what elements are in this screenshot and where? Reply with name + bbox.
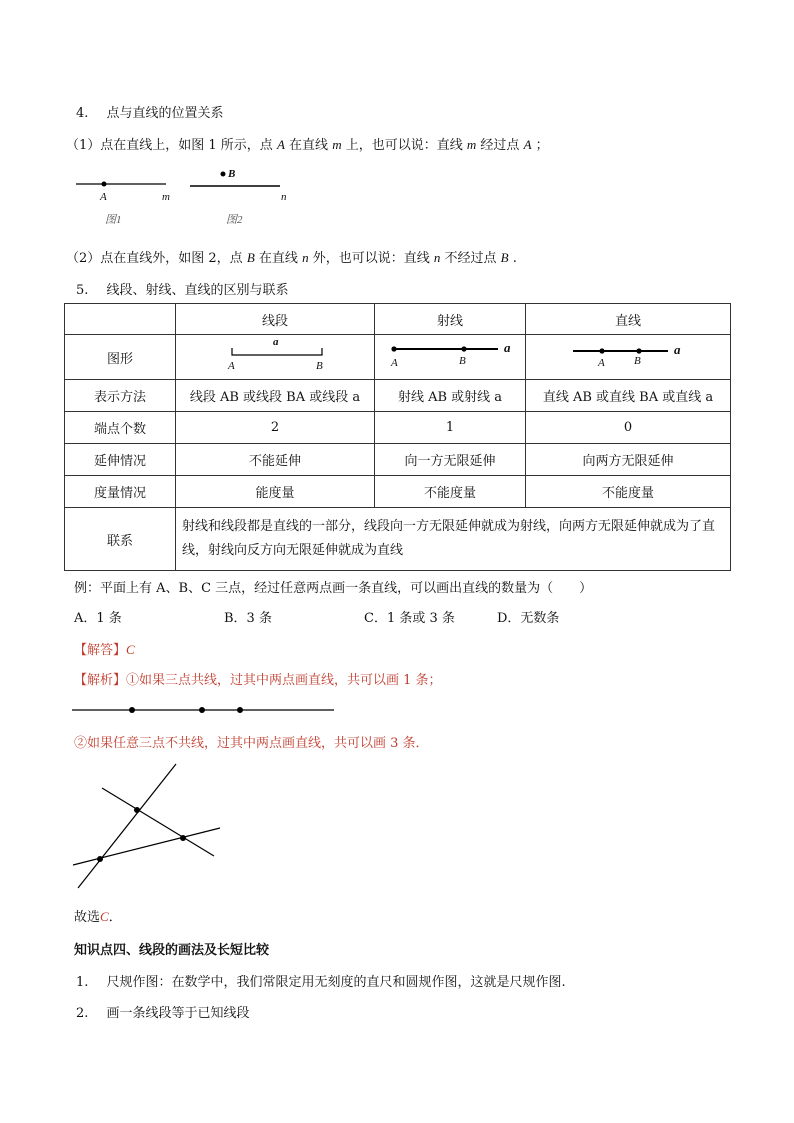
cell: 线段 AB 或线段 BA 或线段 a	[176, 380, 375, 412]
cell: 能度量	[176, 476, 375, 508]
collinear-point-3	[237, 707, 243, 713]
text: （1）点在直线上，如图 1 所示，点	[66, 138, 273, 153]
collinear-point-1	[129, 707, 135, 713]
point-B-label: B	[228, 168, 236, 180]
table-row	[65, 412, 731, 444]
cell: 直线 AB 或直线 BA 或直线 a	[526, 380, 731, 412]
line-label-A: A	[598, 357, 605, 369]
link-text-cell: 射线和线段都是直线的一部分，线段向一方无限延伸就成为射线，向两方无限延伸就成为了直线，射线向反方向无限延伸就成为直线	[176, 508, 731, 571]
section-title: 点与直线的位置关系	[106, 106, 224, 121]
text: ．	[108, 910, 122, 925]
option-d: D．无数条	[497, 611, 560, 626]
intersection-3	[180, 835, 186, 841]
option-b: B．3 条	[224, 611, 272, 626]
header-cell	[65, 304, 176, 335]
line-figure	[526, 335, 731, 379]
option-c: C．1 条或 3 条	[364, 611, 455, 626]
option-a: A．1 条	[74, 611, 122, 626]
segment-figure-cell	[176, 335, 375, 380]
line-label-a: a	[674, 342, 681, 357]
analysis-tag: 【解析】	[74, 673, 127, 688]
row-label: 延伸情况	[65, 444, 176, 476]
item-text: 画一条线段等于已知线段	[106, 1006, 250, 1021]
var: n	[302, 250, 309, 265]
cell: 2	[176, 412, 375, 444]
ray-label-A: A	[391, 357, 398, 369]
var: n	[433, 250, 441, 265]
var: B	[500, 250, 509, 265]
table-row	[65, 380, 731, 412]
paragraph-on-line	[66, 134, 549, 153]
line-point-A	[599, 348, 604, 353]
text: 外，也可以说：直线	[312, 251, 430, 266]
header-cell: 射线	[375, 304, 526, 335]
ray-label-a: a	[504, 340, 511, 355]
analysis-text: ①如果三点共线，过其中两点画直线，共可以画 1 条；	[126, 673, 442, 688]
intersection-2	[97, 856, 103, 862]
cell: 不能度量	[526, 476, 731, 508]
section-number: 4.	[76, 106, 89, 121]
header-cell: 线段	[176, 304, 375, 335]
text: .	[512, 251, 517, 266]
table-row	[65, 476, 731, 508]
text: 在直线	[289, 138, 329, 153]
ray-label-B: B	[459, 355, 466, 367]
analysis-line-2: ②如果任意三点不共线，过其中两点画直线，共可以画 3 条．	[74, 736, 429, 751]
line-figure-cell	[526, 335, 731, 380]
example-question: 例：平面上有 A、B、C 三点，经过任意两点画一条直线，可以画出直线的数量为（ ）	[74, 581, 593, 596]
segment-shape	[232, 348, 322, 355]
ray-point-B	[461, 346, 466, 351]
k4-item-1	[76, 971, 566, 990]
line-point-B	[636, 348, 641, 353]
table-row-link	[65, 508, 731, 571]
section-number: 5.	[76, 283, 89, 298]
cell: 射线 AB 或射线 a	[375, 380, 526, 412]
answer-line	[74, 639, 135, 658]
cell: 向一方无限延伸	[375, 444, 526, 476]
comparison-table	[64, 303, 731, 571]
text: （2）点在直线外，如图 2，点	[66, 251, 243, 266]
section-5-heading	[76, 279, 289, 298]
noncollinear-figure	[70, 760, 230, 895]
figure-1-caption: 图1	[105, 214, 122, 226]
point-B	[221, 172, 226, 177]
item-number: 1.	[76, 975, 89, 990]
line-1	[78, 764, 176, 888]
paragraph-off-line	[66, 247, 517, 266]
answer-value: C	[126, 642, 135, 657]
line-n-label: n	[281, 191, 287, 203]
point-A-label: A	[100, 191, 107, 203]
ray-point-A	[391, 346, 396, 351]
text: ；	[535, 138, 549, 153]
var: B	[246, 250, 255, 265]
row-label: 图形	[65, 335, 176, 380]
text: 故选	[74, 910, 101, 925]
text: 在直线	[258, 251, 298, 266]
line-label-B: B	[634, 355, 641, 367]
var: m	[332, 137, 342, 152]
conclusion-choice: C	[100, 909, 109, 924]
cell: 向两方无限延伸	[526, 444, 731, 476]
table-header-row	[65, 304, 731, 335]
knowledge-point-title: 知识点四、线段的画法及长短比较	[74, 943, 270, 958]
row-label: 表示方法	[65, 380, 176, 412]
item-text: 尺规作图：在数学中，我们常限定用无刻度的直尺和圆规作图，这就是尺规作图.	[106, 975, 566, 990]
figure-1	[70, 170, 190, 230]
figure-2-caption: 图2	[226, 214, 243, 226]
table-row	[65, 444, 731, 476]
analysis-line-1	[74, 669, 442, 688]
section-4-heading	[76, 102, 224, 121]
section-title: 线段、射线、直线的区别与联系	[106, 283, 289, 298]
segment-label-A: A	[228, 360, 235, 372]
line-2	[102, 788, 214, 856]
intersection-1	[134, 807, 140, 813]
item-number: 2.	[76, 1006, 89, 1021]
point-A	[102, 182, 107, 187]
text: 不经过点	[444, 251, 497, 266]
collinear-point-2	[199, 707, 205, 713]
conclusion-line	[74, 906, 122, 925]
cell: 不能度量	[375, 476, 526, 508]
cell: 1	[375, 412, 526, 444]
answer-tag: 【解答】	[74, 643, 127, 658]
k4-item-2	[76, 1002, 250, 1021]
var: A	[523, 137, 532, 152]
row-label: 联系	[65, 508, 176, 571]
header-cell: 直线	[526, 304, 731, 335]
cell: 0	[526, 412, 731, 444]
var: m	[466, 137, 477, 152]
var: A	[276, 137, 285, 152]
segment-label-B: B	[316, 360, 323, 372]
ray-figure-cell	[375, 335, 526, 380]
row-label: 度量情况	[65, 476, 176, 508]
row-label: 端点个数	[65, 412, 176, 444]
text: 上，也可以说：直线	[345, 138, 463, 153]
table-row-figure	[65, 335, 731, 380]
collinear-figure	[70, 703, 340, 717]
line-m-label: m	[162, 191, 170, 203]
cell: 不能延伸	[176, 444, 375, 476]
text: 经过点	[480, 138, 520, 153]
segment-label-a: a	[273, 336, 279, 348]
